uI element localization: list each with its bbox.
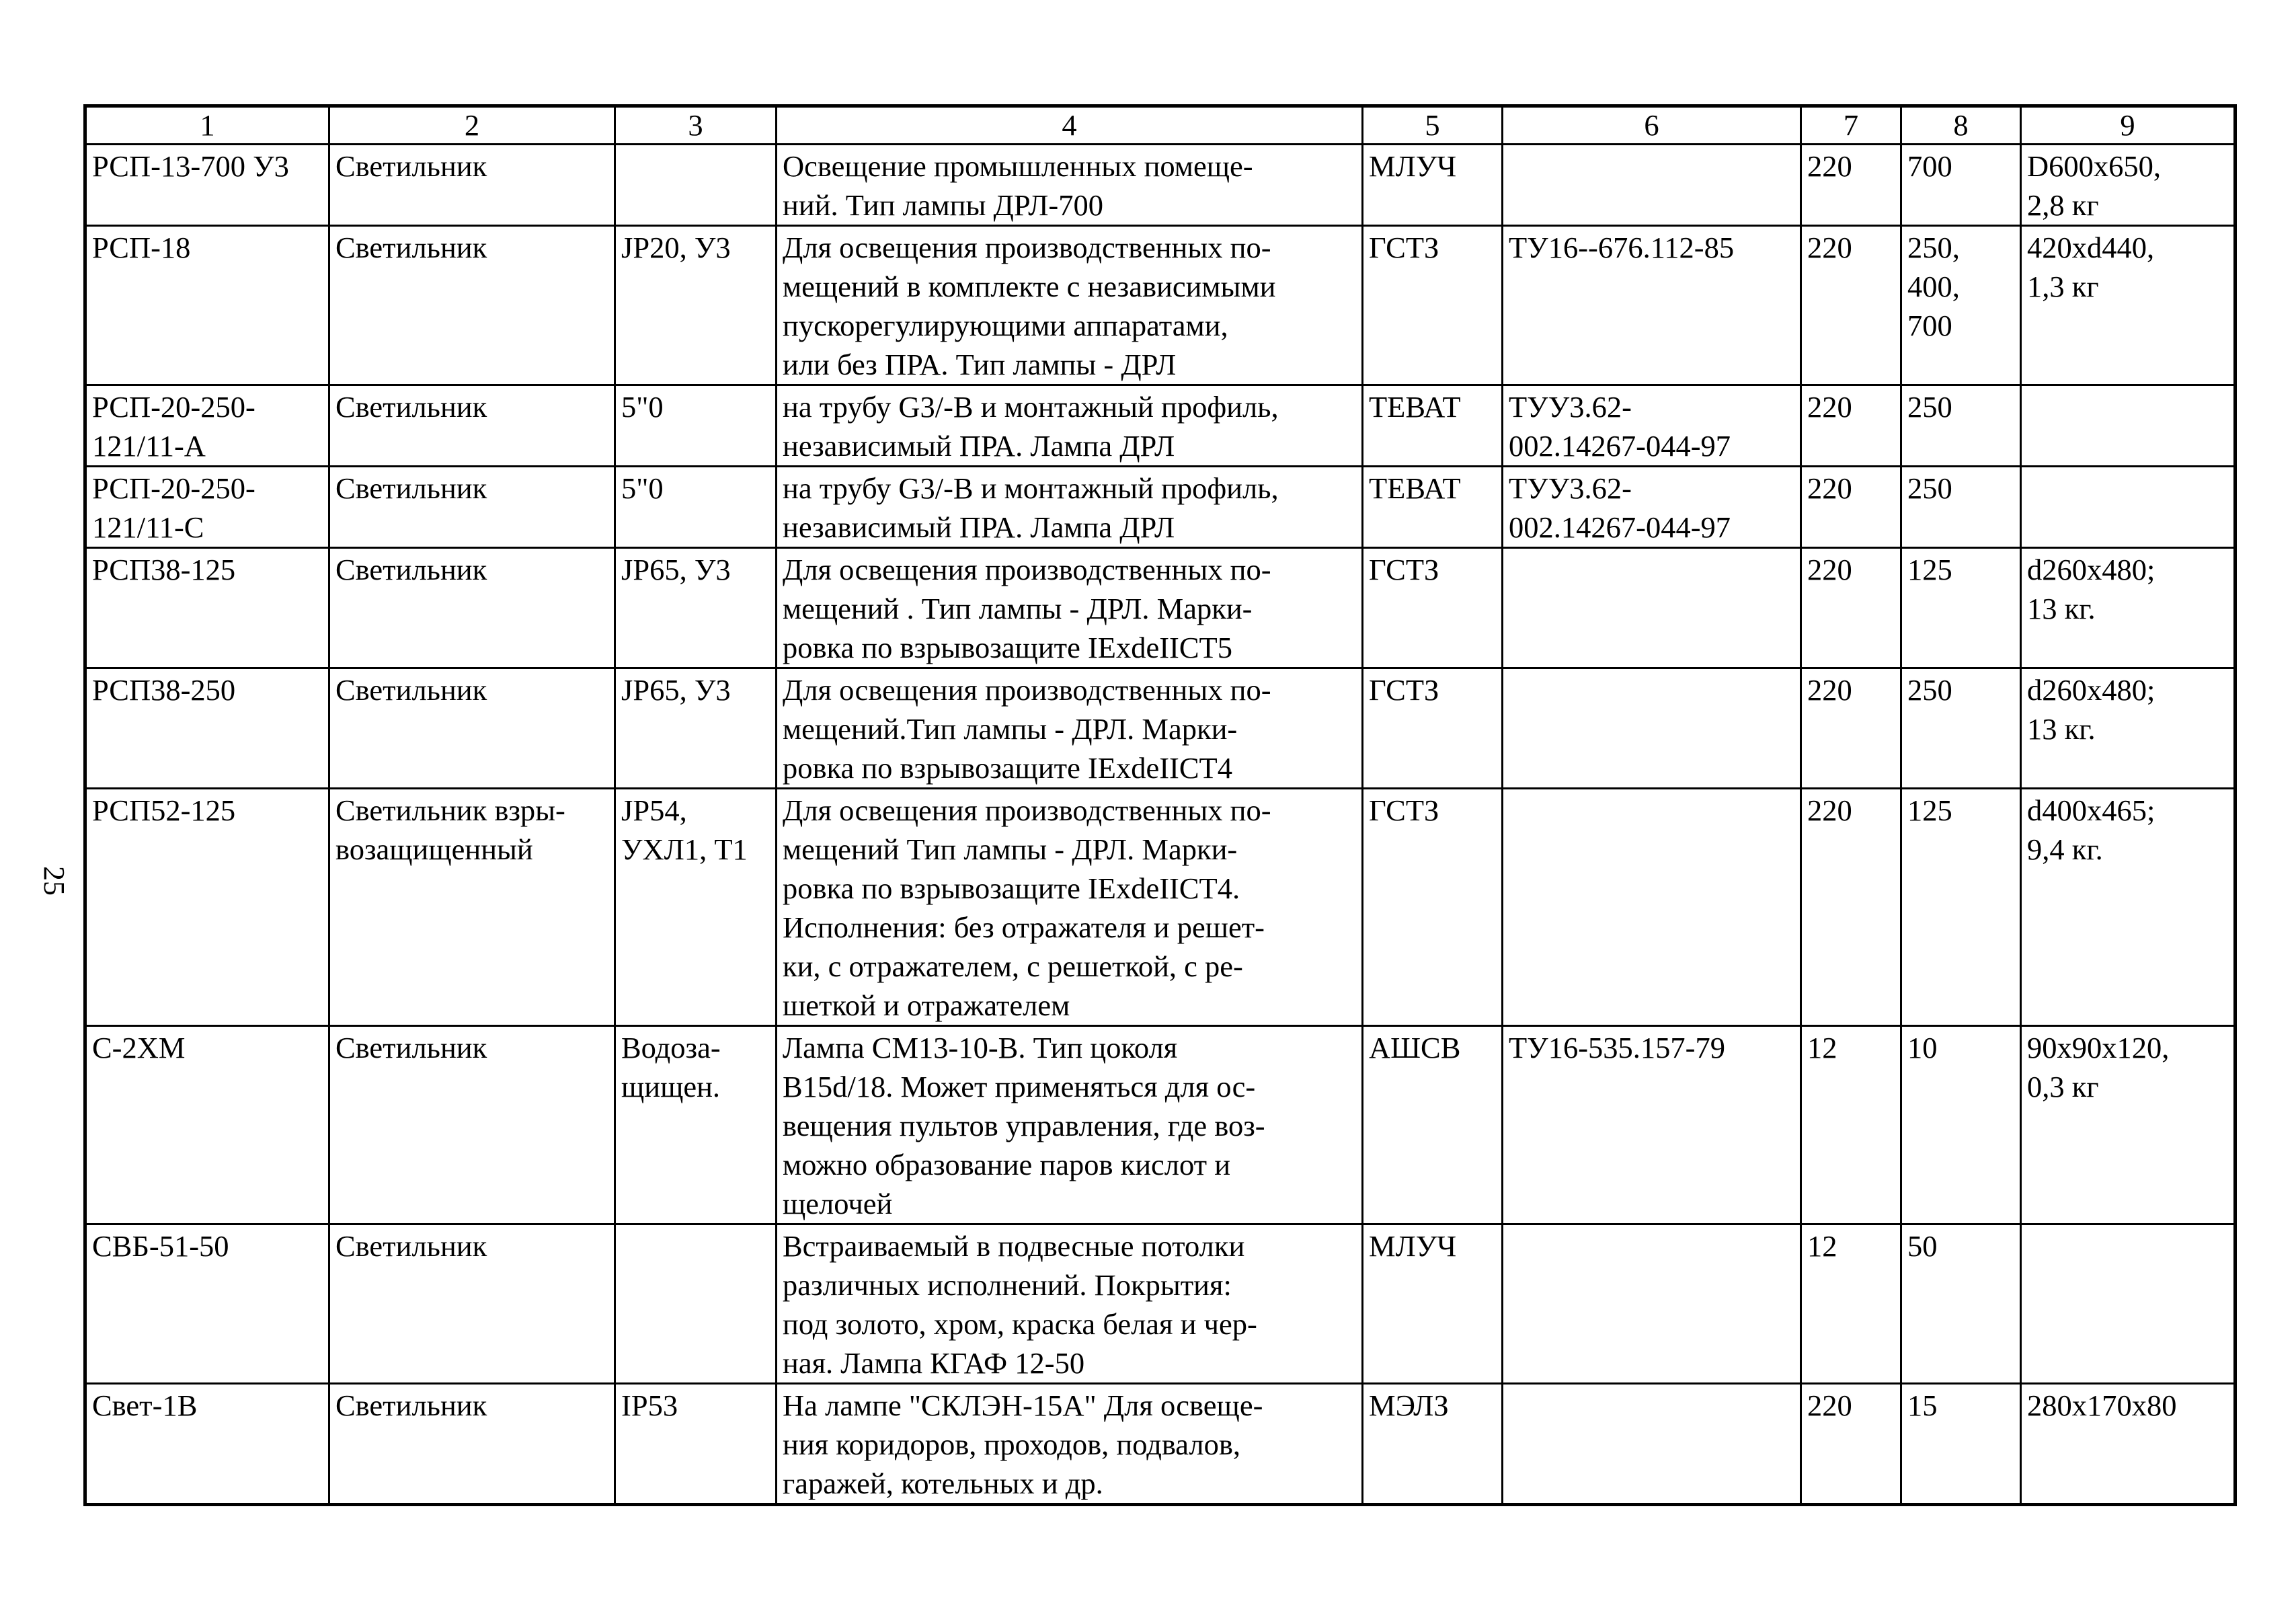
power-cell (1901, 385, 2021, 467)
manufacturer-cell (1363, 1224, 1503, 1384)
type-cell (85, 467, 329, 548)
cell-text-line: 90x90x120, (2027, 1031, 2170, 1064)
cell-text-line: 1,3 кг (2027, 270, 2099, 303)
name-cell (329, 385, 615, 467)
cell-text-line: ки, с отражателем, с решеткой, с ре- (783, 949, 1243, 983)
cell-text-line: 0,3 кг (2027, 1070, 2099, 1103)
table-row (85, 1026, 2235, 1224)
cell-text-line: ТЕВАТ (1369, 390, 1461, 424)
name-cell (329, 1224, 615, 1384)
column-header: 9 (2021, 106, 2235, 145)
power-cell (1901, 1224, 2021, 1384)
cell-text-line: мещений Тип лампы - ДРЛ. Марки- (783, 832, 1238, 866)
protection-cell (615, 226, 777, 385)
cell-text-line: ГСТЗ (1369, 553, 1439, 586)
cell-text-line: на трубу G3/-В и монтажный профиль, (783, 390, 1279, 424)
cell-text-line: АШСВ (1369, 1031, 1461, 1064)
power-cell (1901, 467, 2021, 548)
cell-text-line: ТУ16-535.157-79 (1509, 1031, 1725, 1064)
cell-text-line: щелочей (783, 1187, 893, 1220)
voltage-cell (1801, 467, 1901, 548)
dimensions-cell (2021, 145, 2235, 226)
cell-text-line: Светильник (335, 673, 487, 707)
voltage-cell (1801, 226, 1901, 385)
column-header: 2 (329, 106, 615, 145)
column-header: 5 (1363, 106, 1503, 145)
protection-cell (615, 1224, 777, 1384)
name-cell (329, 1026, 615, 1224)
cell-text-line: 12 (1807, 1229, 1837, 1263)
cell-text-line: Для освещения производственных по- (783, 793, 1271, 827)
dimensions-cell (2021, 467, 2235, 548)
cell-text-line: 220 (1807, 390, 1852, 424)
spec-cell (1503, 145, 1801, 226)
cell-text-line: Светильник (335, 471, 487, 505)
cell-text-line: JP54, (621, 793, 687, 827)
cell-text-line: На лампе "СКЛЭН-15А" Для освеще- (783, 1389, 1263, 1422)
cell-text-line: d260x480; (2027, 553, 2155, 586)
cell-text-line: 10 (1907, 1031, 1938, 1064)
cell-text-line: D600x650, (2027, 149, 2162, 183)
description-cell (777, 1384, 1363, 1505)
cell-text-line: независимый ПРА. Лампа ДРЛ (783, 510, 1175, 544)
spec-cell (1503, 789, 1801, 1026)
cell-text-line: ний. Тип лампы ДРЛ-700 (783, 188, 1103, 222)
dimensions-cell (2021, 548, 2235, 668)
table-row (85, 145, 2235, 226)
type-cell (85, 668, 329, 789)
cell-text-line: УХЛ1, Т1 (621, 832, 748, 866)
table-row (85, 1224, 2235, 1384)
cell-text-line: ния коридоров, проходов, подвалов, (783, 1428, 1241, 1461)
table-body (85, 145, 2235, 1505)
cell-text-line: 9,4 кг. (2027, 832, 2103, 866)
dimensions-cell (2021, 226, 2235, 385)
cell-text-line: ГСТЗ (1369, 793, 1439, 827)
cell-text-line: 13 кг. (2027, 712, 2096, 746)
description-cell (777, 145, 1363, 226)
dimensions-cell (2021, 1384, 2235, 1505)
protection-cell (615, 789, 777, 1026)
voltage-cell (1801, 1384, 1901, 1505)
cell-text-line: ровка по взрывозащите IExdeIICT5 (783, 631, 1232, 664)
table-row (85, 1384, 2235, 1505)
power-cell (1901, 789, 2021, 1026)
protection-cell (615, 467, 777, 548)
type-cell (85, 145, 329, 226)
cell-text-line: под золото, хром, краска белая и чер- (783, 1307, 1257, 1341)
name-cell (329, 226, 615, 385)
cell-text-line: можно образование паров кислот и (783, 1148, 1231, 1181)
cell-text-line: Светильник (335, 553, 487, 586)
dimensions-cell (2021, 1224, 2235, 1384)
cell-text-line: гаражей, котельных и др. (783, 1467, 1103, 1500)
cell-text-line: 220 (1807, 1389, 1852, 1422)
cell-text-line: ГСТЗ (1369, 673, 1439, 707)
table-row (85, 226, 2235, 385)
cell-text-line: Светильник (335, 1031, 487, 1064)
power-cell (1901, 1384, 2021, 1505)
cell-text-line: 121/11-А (92, 429, 206, 463)
cell-text-line: возащищенный (335, 832, 533, 866)
cell-text-line: 250 (1907, 390, 1952, 424)
dimensions-cell (2021, 668, 2235, 789)
protection-cell (615, 1384, 777, 1505)
cell-text-line: 250 (1907, 471, 1952, 505)
description-cell (777, 789, 1363, 1026)
cell-text-line: МЛУЧ (1369, 1229, 1457, 1263)
spec-cell (1503, 1384, 1801, 1505)
cell-text-line: Светильник (335, 149, 487, 183)
cell-text-line: независимый ПРА. Лампа ДРЛ (783, 429, 1175, 463)
spec-cell (1503, 1224, 1801, 1384)
cell-text-line: 5"0 (621, 471, 664, 505)
protection-cell (615, 145, 777, 226)
type-cell (85, 1384, 329, 1505)
cell-text-line: 220 (1807, 673, 1852, 707)
cell-text-line: ГСТЗ (1369, 231, 1439, 264)
cell-text-line: ТЕВАТ (1369, 471, 1461, 505)
spec-cell (1503, 467, 1801, 548)
cell-text-line: B15d/18. Может применяться для ос- (783, 1070, 1256, 1103)
column-header: 6 (1503, 106, 1801, 145)
manufacturer-cell (1363, 385, 1503, 467)
table-row (85, 789, 2235, 1026)
manufacturer-cell (1363, 467, 1503, 548)
table-row (85, 467, 2235, 548)
name-cell (329, 668, 615, 789)
manufacturer-cell (1363, 789, 1503, 1026)
cell-text-line: 250 (1907, 673, 1952, 707)
cell-text-line: 700 (1907, 149, 1952, 183)
cell-text-line: или без ПРА. Тип лампы - ДРЛ (783, 348, 1177, 381)
type-cell (85, 548, 329, 668)
type-cell (85, 1026, 329, 1224)
power-cell (1901, 1026, 2021, 1224)
voltage-cell (1801, 385, 1901, 467)
cell-text-line: Водоза- (621, 1031, 721, 1064)
column-header: 8 (1901, 106, 2021, 145)
name-cell (329, 145, 615, 226)
table-row (85, 385, 2235, 467)
cell-text-line: щищен. (621, 1070, 721, 1103)
cell-text-line: вещения пультов управления, где воз- (783, 1109, 1265, 1142)
cell-text-line: ровка по взрывозащите IExdeIICT4. (783, 871, 1240, 905)
description-cell (777, 1224, 1363, 1384)
cell-text-line: 220 (1807, 793, 1852, 827)
cell-text-line: РСП52-125 (92, 793, 236, 827)
cell-text-line: пускорегулирующими аппаратами, (783, 309, 1228, 342)
cell-text-line: Светильник (335, 1229, 487, 1263)
cell-text-line: 002.14267-044-97 (1509, 429, 1731, 463)
cell-text-line: 700 (1907, 309, 1952, 342)
spec-cell (1503, 548, 1801, 668)
table-row (85, 548, 2235, 668)
column-header: 4 (777, 106, 1363, 145)
name-cell (329, 1384, 615, 1505)
type-cell (85, 789, 329, 1026)
manufacturer-cell (1363, 1026, 1503, 1224)
type-cell (85, 226, 329, 385)
cell-text-line: МЛУЧ (1369, 149, 1457, 183)
cell-text-line: JP20, У3 (621, 231, 731, 264)
cell-text-line: 400, (1907, 270, 1960, 303)
protection-cell (615, 668, 777, 789)
cell-text-line: РСП-20-250- (92, 390, 255, 424)
power-cell (1901, 226, 2021, 385)
manufacturer-cell (1363, 145, 1503, 226)
power-cell (1901, 145, 2021, 226)
cell-text-line: 220 (1807, 231, 1852, 264)
manufacturer-cell (1363, 548, 1503, 668)
description-cell (777, 385, 1363, 467)
column-header: 7 (1801, 106, 1901, 145)
spec-cell (1503, 385, 1801, 467)
cell-text-line: Светильник (335, 390, 487, 424)
cell-text-line: различных исполнений. Покрытия: (783, 1268, 1232, 1302)
cell-text-line: мещений в комплекте с независимыми (783, 270, 1276, 303)
cell-text-line: JP65, У3 (621, 673, 731, 707)
cell-text-line: РСП-13-700 У3 (92, 149, 289, 183)
dimensions-cell (2021, 385, 2235, 467)
cell-text-line: 280x170x80 (2027, 1389, 2177, 1422)
cell-text-line: ТУУ3.62- (1509, 471, 1632, 505)
dimensions-cell (2021, 789, 2235, 1026)
type-cell (85, 1224, 329, 1384)
cell-text-line: 12 (1807, 1031, 1837, 1064)
data-table (83, 104, 2237, 1506)
cell-text-line: Свет-1В (92, 1389, 198, 1422)
cell-text-line: РСП-18 (92, 231, 191, 264)
header-row (85, 106, 2235, 145)
voltage-cell (1801, 668, 1901, 789)
cell-text-line: Светильник (335, 231, 487, 264)
cell-text-line: мещений.Тип лампы - ДРЛ. Марки- (783, 712, 1238, 746)
cell-text-line: 15 (1907, 1389, 1938, 1422)
cell-text-line: мещений . Тип лампы - ДРЛ. Марки- (783, 592, 1253, 625)
description-cell (777, 226, 1363, 385)
spec-cell (1503, 1026, 1801, 1224)
protection-cell (615, 548, 777, 668)
cell-text-line: IP53 (621, 1389, 678, 1422)
name-cell (329, 467, 615, 548)
column-header: 1 (85, 106, 329, 145)
voltage-cell (1801, 789, 1901, 1026)
cell-text-line: d260x480; (2027, 673, 2155, 707)
manufacturer-cell (1363, 668, 1503, 789)
cell-text-line: Лампа СМ13-10-В. Тип цоколя (783, 1031, 1178, 1064)
protection-cell (615, 385, 777, 467)
cell-text-line: d400x465; (2027, 793, 2155, 827)
cell-text-line: ТУУ3.62- (1509, 390, 1632, 424)
spec-cell (1503, 226, 1801, 385)
manufacturer-cell (1363, 1384, 1503, 1505)
power-cell (1901, 668, 2021, 789)
cell-text-line: Для освещения производственных по- (783, 553, 1271, 586)
description-cell (777, 1026, 1363, 1224)
cell-text-line: Светильник (335, 1389, 487, 1422)
column-header: 3 (615, 106, 777, 145)
cell-text-line: СВБ-51-50 (92, 1229, 229, 1263)
cell-text-line: Встраиваемый в подвесные потолки (783, 1229, 1245, 1263)
cell-text-line: JP65, У3 (621, 553, 731, 586)
page-number: 25 (38, 866, 71, 896)
cell-text-line: Исполнения: без отражателя и решет- (783, 910, 1265, 944)
description-cell (777, 668, 1363, 789)
cell-text-line: МЭЛЗ (1369, 1389, 1449, 1422)
cell-text-line: С-2ХМ (92, 1031, 186, 1064)
cell-text-line: 250, (1907, 231, 1960, 264)
cell-text-line: Светильник взры- (335, 793, 565, 827)
description-cell (777, 467, 1363, 548)
cell-text-line: РСП-20-250- (92, 471, 255, 505)
power-cell (1901, 548, 2021, 668)
voltage-cell (1801, 548, 1901, 668)
spec-cell (1503, 668, 1801, 789)
cell-text-line: Для освещения производственных по- (783, 673, 1271, 707)
cell-text-line: 220 (1807, 553, 1852, 586)
cell-text-line: шеткой и отражателем (783, 988, 1070, 1022)
cell-text-line: 5"0 (621, 390, 664, 424)
cell-text-line: на трубу G3/-В и монтажный профиль, (783, 471, 1279, 505)
dimensions-cell (2021, 1026, 2235, 1224)
cell-text-line: 220 (1807, 471, 1852, 505)
cell-text-line: 50 (1907, 1229, 1938, 1263)
voltage-cell (1801, 1026, 1901, 1224)
cell-text-line: ТУ16--676.112-85 (1509, 231, 1735, 264)
description-cell (777, 548, 1363, 668)
cell-text-line: 13 кг. (2027, 592, 2096, 625)
name-cell (329, 548, 615, 668)
cell-text-line: Освещение промышленных помеще- (783, 149, 1253, 183)
cell-text-line: 125 (1907, 553, 1952, 586)
table-row (85, 668, 2235, 789)
voltage-cell (1801, 1224, 1901, 1384)
cell-text-line: РСП38-250 (92, 673, 236, 707)
protection-cell (615, 1026, 777, 1224)
voltage-cell (1801, 145, 1901, 226)
cell-text-line: Для освещения производственных по- (783, 231, 1271, 264)
cell-text-line: 220 (1807, 149, 1852, 183)
cell-text-line: ровка по взрывозащите IExdeIICT4 (783, 751, 1232, 785)
cell-text-line: РСП38-125 (92, 553, 236, 586)
name-cell (329, 789, 615, 1026)
manufacturer-cell (1363, 226, 1503, 385)
cell-text-line: 420xd440, (2027, 231, 2155, 264)
cell-text-line: 121/11-С (92, 510, 204, 544)
type-cell (85, 385, 329, 467)
cell-text-line: 002.14267-044-97 (1509, 510, 1731, 544)
cell-text-line: 125 (1907, 793, 1952, 827)
cell-text-line: ная. Лампа КГАФ 12-50 (783, 1346, 1085, 1380)
cell-text-line: 2,8 кг (2027, 188, 2099, 222)
